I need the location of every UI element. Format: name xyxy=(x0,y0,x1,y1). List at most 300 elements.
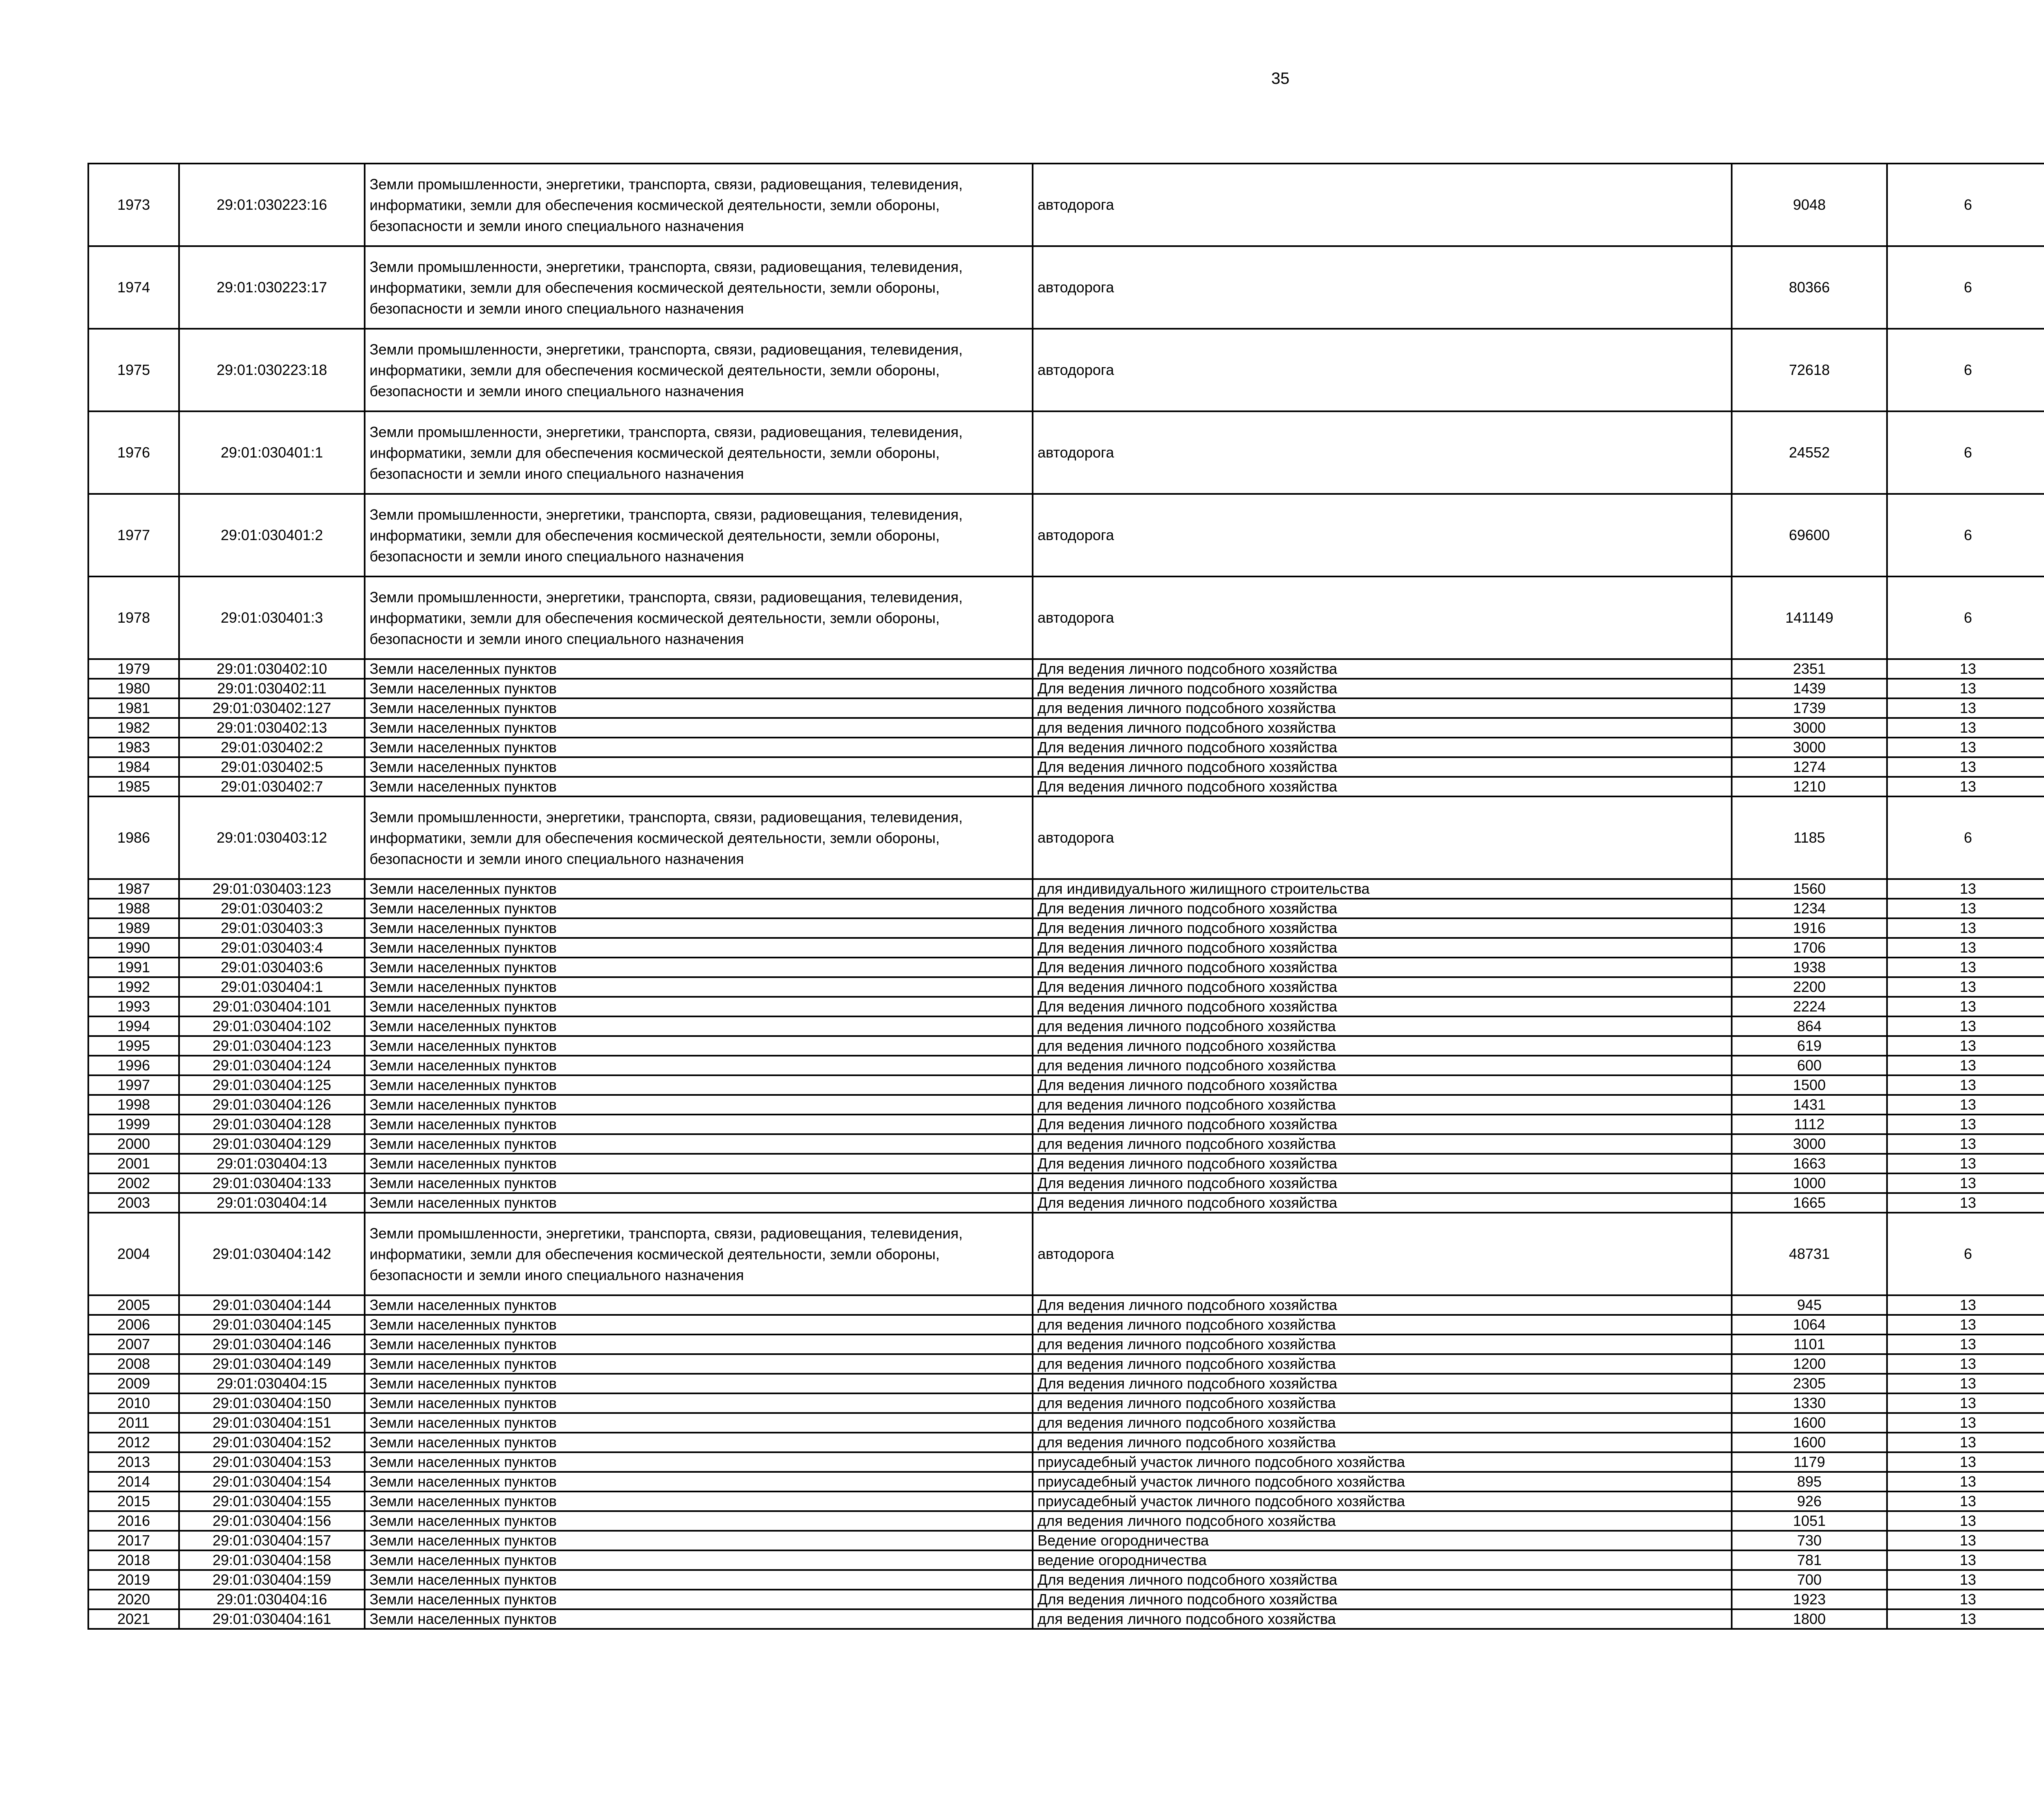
land-category-cell: Земли промышленности, энергетики, транспорта, связи, радиовещания, телевидения, информатики, земли для обеспечения космической деятельности, земли обороны, безопасности и земли иного специального назначения xyxy=(365,1213,1033,1295)
table-row xyxy=(88,1213,2044,1295)
row-number-cell: 1991 xyxy=(88,958,179,977)
permitted-use-cell: для ведения личного подсобного хозяйства xyxy=(1033,1095,1732,1115)
group-cell: 6 xyxy=(1887,796,2044,879)
cadastral-number-cell: 29:01:030404:161 xyxy=(179,1609,365,1629)
group-cell: 13 xyxy=(1887,757,2044,777)
group-cell: 13 xyxy=(1887,1511,2044,1531)
row-number-cell: 1996 xyxy=(88,1056,179,1075)
permitted-use-cell: для ведения личного подсобного хозяйства xyxy=(1033,1354,1732,1374)
cadastral-number-cell: 29:01:030404:159 xyxy=(179,1570,365,1590)
permitted-use-cell: автодорога xyxy=(1033,796,1732,879)
cadastral-number-cell: 29:01:030404:142 xyxy=(179,1213,365,1295)
area-cell: 2351 xyxy=(1732,659,1887,679)
cadastral-number-cell: 29:01:030401:1 xyxy=(179,411,365,494)
table-row xyxy=(88,1134,2044,1154)
table-row xyxy=(88,1492,2044,1511)
cadastral-number-cell: 29:01:030404:123 xyxy=(179,1036,365,1056)
land-category-cell: Земли населенных пунктов xyxy=(365,757,1033,777)
row-number-cell: 2012 xyxy=(88,1433,179,1452)
group-cell: 13 xyxy=(1887,1393,2044,1413)
table-row xyxy=(88,1335,2044,1354)
land-category-cell: Земли населенных пунктов xyxy=(365,1452,1033,1472)
cadastral-number-cell: 29:01:030404:149 xyxy=(179,1354,365,1374)
permitted-use-cell: для ведения личного подсобного хозяйства xyxy=(1033,1056,1732,1075)
table-row xyxy=(88,718,2044,738)
row-number-cell: 2020 xyxy=(88,1590,179,1609)
permitted-use-cell: для ведения личного подсобного хозяйства xyxy=(1033,1335,1732,1354)
row-number-cell: 1982 xyxy=(88,718,179,738)
row-number-cell: 2005 xyxy=(88,1295,179,1315)
group-cell: 13 xyxy=(1887,1354,2044,1374)
area-cell: 1916 xyxy=(1732,918,1887,938)
group-cell: 6 xyxy=(1887,246,2044,329)
permitted-use-cell: Для ведения личного подсобного хозяйства xyxy=(1033,938,1732,958)
permitted-use-cell: для ведения личного подсобного хозяйства xyxy=(1033,1433,1732,1452)
table-row xyxy=(88,494,2044,576)
land-category-cell: Земли промышленности, энергетики, транспорта, связи, радиовещания, телевидения, информатики, земли для обеспечения космической деятельности, земли обороны, безопасности и земли иного специального назначения xyxy=(365,494,1033,576)
row-number-cell: 2001 xyxy=(88,1154,179,1173)
row-number-cell: 2017 xyxy=(88,1531,179,1550)
area-cell: 1706 xyxy=(1732,938,1887,958)
cadastral-number-cell: 29:01:030404:14 xyxy=(179,1193,365,1213)
cadastral-number-cell: 29:01:030223:16 xyxy=(179,164,365,246)
permitted-use-cell: ведение огородничества xyxy=(1033,1550,1732,1570)
permitted-use-cell: для ведения личного подсобного хозяйства xyxy=(1033,1016,1732,1036)
permitted-use-cell: Для ведения личного подсобного хозяйства xyxy=(1033,1295,1732,1315)
area-cell: 1739 xyxy=(1732,698,1887,718)
permitted-use-cell: приусадебный участок личного подсобного хозяйства xyxy=(1033,1492,1732,1511)
row-number-cell: 1974 xyxy=(88,246,179,329)
permitted-use-cell: для ведения личного подсобного хозяйства xyxy=(1033,718,1732,738)
area-cell: 1200 xyxy=(1732,1354,1887,1374)
cadastral-number-cell: 29:01:030404:125 xyxy=(179,1075,365,1095)
table-row xyxy=(88,411,2044,494)
permitted-use-cell: автодорога xyxy=(1033,494,1732,576)
area-cell: 1274 xyxy=(1732,757,1887,777)
table-row xyxy=(88,1056,2044,1075)
land-category-cell: Земли населенных пунктов xyxy=(365,1550,1033,1570)
land-category-cell: Земли населенных пунктов xyxy=(365,1531,1033,1550)
group-cell: 13 xyxy=(1887,1173,2044,1193)
permitted-use-cell: автодорога xyxy=(1033,1213,1732,1295)
area-cell: 1179 xyxy=(1732,1452,1887,1472)
land-category-cell: Земли населенных пунктов xyxy=(365,997,1033,1016)
cadastral-number-cell: 29:01:030402:11 xyxy=(179,679,365,698)
group-cell: 13 xyxy=(1887,1452,2044,1472)
cadastral-number-cell: 29:01:030403:3 xyxy=(179,918,365,938)
permitted-use-cell: Для ведения личного подсобного хозяйства xyxy=(1033,1570,1732,1590)
group-cell: 13 xyxy=(1887,879,2044,899)
permitted-use-cell: автодорога xyxy=(1033,246,1732,329)
area-cell: 1051 xyxy=(1732,1511,1887,1531)
permitted-use-cell: Для ведения личного подсобного хозяйства xyxy=(1033,918,1732,938)
area-cell: 1439 xyxy=(1732,679,1887,698)
cadastral-number-cell: 29:01:030404:102 xyxy=(179,1016,365,1036)
area-cell: 1800 xyxy=(1732,1609,1887,1629)
land-category-cell: Земли населенных пунктов xyxy=(365,1056,1033,1075)
group-cell: 13 xyxy=(1887,1295,2044,1315)
group-cell: 13 xyxy=(1887,1315,2044,1335)
row-number-cell: 1999 xyxy=(88,1115,179,1134)
row-number-cell: 1985 xyxy=(88,777,179,796)
table-row xyxy=(88,576,2044,659)
cadastral-number-cell: 29:01:030404:146 xyxy=(179,1335,365,1354)
area-cell: 1330 xyxy=(1732,1393,1887,1413)
group-cell: 13 xyxy=(1887,1115,2044,1134)
cadastral-number-cell: 29:01:030223:18 xyxy=(179,329,365,411)
table-row xyxy=(88,777,2044,796)
row-number-cell: 2018 xyxy=(88,1550,179,1570)
row-number-cell: 2002 xyxy=(88,1173,179,1193)
table-row xyxy=(88,1413,2044,1433)
table-row xyxy=(88,1036,2044,1056)
area-cell: 2200 xyxy=(1732,977,1887,997)
cadastral-number-cell: 29:01:030402:127 xyxy=(179,698,365,718)
permitted-use-cell: приусадебный участок личного подсобного хозяйства xyxy=(1033,1452,1732,1472)
row-number-cell: 1980 xyxy=(88,679,179,698)
permitted-use-cell: Для ведения личного подсобного хозяйства xyxy=(1033,1193,1732,1213)
land-category-cell: Земли населенных пунктов xyxy=(365,1511,1033,1531)
table-row xyxy=(88,1452,2044,1472)
land-category-cell: Земли населенных пунктов xyxy=(365,1295,1033,1315)
land-category-cell: Земли населенных пунктов xyxy=(365,738,1033,757)
table-row xyxy=(88,1173,2044,1193)
group-cell: 13 xyxy=(1887,1134,2044,1154)
permitted-use-cell: Для ведения личного подсобного хозяйства xyxy=(1033,958,1732,977)
group-cell: 6 xyxy=(1887,494,2044,576)
cadastral-number-cell: 29:01:030404:126 xyxy=(179,1095,365,1115)
area-cell: 3000 xyxy=(1732,718,1887,738)
group-cell: 13 xyxy=(1887,1531,2044,1550)
area-cell: 1431 xyxy=(1732,1095,1887,1115)
cadastral-number-cell: 29:01:030404:1 xyxy=(179,977,365,997)
land-category-cell: Земли населенных пунктов xyxy=(365,659,1033,679)
permitted-use-cell: Для ведения личного подсобного хозяйства xyxy=(1033,1173,1732,1193)
area-cell: 926 xyxy=(1732,1492,1887,1511)
row-number-cell: 2007 xyxy=(88,1335,179,1354)
cadastral-number-cell: 29:01:030403:6 xyxy=(179,958,365,977)
land-category-cell: Земли населенных пунктов xyxy=(365,777,1033,796)
area-cell: 1064 xyxy=(1732,1315,1887,1335)
area-cell: 3000 xyxy=(1732,1134,1887,1154)
land-category-cell: Земли промышленности, энергетики, транспорта, связи, радиовещания, телевидения, информатики, земли для обеспечения космической деятельности, земли обороны, безопасности и земли иного специального назначения xyxy=(365,329,1033,411)
table-row xyxy=(88,1115,2044,1134)
cadastral-number-cell: 29:01:030404:16 xyxy=(179,1590,365,1609)
land-category-cell: Земли населенных пунктов xyxy=(365,718,1033,738)
row-number-cell: 1987 xyxy=(88,879,179,899)
cadastral-number-cell: 29:01:030402:7 xyxy=(179,777,365,796)
land-category-cell: Земли населенных пунктов xyxy=(365,1393,1033,1413)
group-cell: 13 xyxy=(1887,1590,2044,1609)
land-category-cell: Земли населенных пунктов xyxy=(365,1374,1033,1393)
table-row xyxy=(88,679,2044,698)
permitted-use-cell: Для ведения личного подсобного хозяйства xyxy=(1033,1154,1732,1173)
group-cell: 13 xyxy=(1887,1433,2044,1452)
row-number-cell: 1977 xyxy=(88,494,179,576)
land-category-cell: Земли промышленности, энергетики, транспорта, связи, радиовещания, телевидения, информатики, земли для обеспечения космической деятельности, земли обороны, безопасности и земли иного специального назначения xyxy=(365,246,1033,329)
land-category-cell: Земли населенных пунктов xyxy=(365,1590,1033,1609)
permitted-use-cell: автодорога xyxy=(1033,329,1732,411)
row-number-cell: 1984 xyxy=(88,757,179,777)
group-cell: 13 xyxy=(1887,1570,2044,1590)
permitted-use-cell: Ведение огородничества xyxy=(1033,1531,1732,1550)
area-cell: 1923 xyxy=(1732,1590,1887,1609)
land-category-cell: Земли населенных пунктов xyxy=(365,1095,1033,1115)
area-cell: 48731 xyxy=(1732,1213,1887,1295)
area-cell: 1663 xyxy=(1732,1154,1887,1173)
group-cell: 13 xyxy=(1887,738,2044,757)
row-number-cell: 1981 xyxy=(88,698,179,718)
area-cell: 80366 xyxy=(1732,246,1887,329)
table-row xyxy=(88,329,2044,411)
area-cell: 700 xyxy=(1732,1570,1887,1590)
table-row xyxy=(88,1570,2044,1590)
row-number-cell: 2019 xyxy=(88,1570,179,1590)
table-row xyxy=(88,738,2044,757)
area-cell: 2224 xyxy=(1732,997,1887,1016)
permitted-use-cell: для ведения личного подсобного хозяйства xyxy=(1033,698,1732,718)
permitted-use-cell: Для ведения личного подсобного хозяйства xyxy=(1033,997,1732,1016)
table-row xyxy=(88,757,2044,777)
row-number-cell: 2000 xyxy=(88,1134,179,1154)
table-row xyxy=(88,1433,2044,1452)
cadastral-number-cell: 29:01:030404:154 xyxy=(179,1472,365,1492)
area-cell: 1560 xyxy=(1732,879,1887,899)
land-category-cell: Земли населенных пунктов xyxy=(365,1492,1033,1511)
permitted-use-cell: Для ведения личного подсобного хозяйства xyxy=(1033,1075,1732,1095)
table-row xyxy=(88,1531,2044,1550)
permitted-use-cell: Для ведения личного подсобного хозяйства xyxy=(1033,757,1732,777)
land-category-cell: Земли населенных пунктов xyxy=(365,1173,1033,1193)
area-cell: 24552 xyxy=(1732,411,1887,494)
area-cell: 1665 xyxy=(1732,1193,1887,1213)
group-cell: 6 xyxy=(1887,1213,2044,1295)
permitted-use-cell: для индивидуального жилищного строительства xyxy=(1033,879,1732,899)
row-number-cell: 1997 xyxy=(88,1075,179,1095)
row-number-cell: 2011 xyxy=(88,1413,179,1433)
permitted-use-cell: автодорога xyxy=(1033,411,1732,494)
permitted-use-cell: для ведения личного подсобного хозяйства xyxy=(1033,1134,1732,1154)
land-category-cell: Земли населенных пунктов xyxy=(365,698,1033,718)
cadastral-number-cell: 29:01:030404:153 xyxy=(179,1452,365,1472)
row-number-cell: 2004 xyxy=(88,1213,179,1295)
row-number-cell: 1995 xyxy=(88,1036,179,1056)
cadastral-number-cell: 29:01:030403:2 xyxy=(179,899,365,918)
cadastral-number-cell: 29:01:030404:15 xyxy=(179,1374,365,1393)
table-row xyxy=(88,796,2044,879)
area-cell: 1112 xyxy=(1732,1115,1887,1134)
cadastral-number-cell: 29:01:030223:17 xyxy=(179,246,365,329)
cadastral-number-cell: 29:01:030402:13 xyxy=(179,718,365,738)
permitted-use-cell: Для ведения личного подсобного хозяйства xyxy=(1033,659,1732,679)
row-number-cell: 2009 xyxy=(88,1374,179,1393)
group-cell: 6 xyxy=(1887,329,2044,411)
cadastral-number-cell: 29:01:030404:124 xyxy=(179,1056,365,1075)
land-category-cell: Земли промышленности, энергетики, транспорта, связи, радиовещания, телевидения, информатики, земли для обеспечения космической деятельности, земли обороны, безопасности и земли иного специального назначения xyxy=(365,164,1033,246)
group-cell: 13 xyxy=(1887,1016,2044,1036)
area-cell: 1185 xyxy=(1732,796,1887,879)
group-cell: 13 xyxy=(1887,1472,2044,1492)
table-row xyxy=(88,1016,2044,1036)
group-cell: 13 xyxy=(1887,1036,2044,1056)
row-number-cell: 1998 xyxy=(88,1095,179,1115)
table-row xyxy=(88,1193,2044,1213)
row-number-cell: 1989 xyxy=(88,918,179,938)
group-cell: 13 xyxy=(1887,777,2044,796)
permitted-use-cell: Для ведения личного подсобного хозяйства xyxy=(1033,899,1732,918)
table-row xyxy=(88,1609,2044,1629)
cadastral-number-cell: 29:01:030404:155 xyxy=(179,1492,365,1511)
row-number-cell: 1992 xyxy=(88,977,179,997)
area-cell: 69600 xyxy=(1732,494,1887,576)
cadastral-number-cell: 29:01:030403:123 xyxy=(179,879,365,899)
group-cell: 13 xyxy=(1887,679,2044,698)
group-cell: 13 xyxy=(1887,958,2044,977)
land-category-cell: Земли населенных пунктов xyxy=(365,1134,1033,1154)
group-cell: 6 xyxy=(1887,164,2044,246)
cadastral-number-cell: 29:01:030403:4 xyxy=(179,938,365,958)
group-cell: 13 xyxy=(1887,1335,2044,1354)
group-cell: 13 xyxy=(1887,997,2044,1016)
row-number-cell: 1986 xyxy=(88,796,179,879)
area-cell: 1938 xyxy=(1732,958,1887,977)
permitted-use-cell: для ведения личного подсобного хозяйства xyxy=(1033,1609,1732,1629)
row-number-cell: 1978 xyxy=(88,576,179,659)
row-number-cell: 1983 xyxy=(88,738,179,757)
permitted-use-cell: приусадебный участок личного подсобного хозяйства xyxy=(1033,1472,1732,1492)
table-row xyxy=(88,246,2044,329)
permitted-use-cell: для ведения личного подсобного хозяйства xyxy=(1033,1413,1732,1433)
area-cell: 945 xyxy=(1732,1295,1887,1315)
table-row xyxy=(88,958,2044,977)
land-category-cell: Земли населенных пунктов xyxy=(365,1433,1033,1452)
cadastral-number-cell: 29:01:030404:101 xyxy=(179,997,365,1016)
cadastral-number-cell: 29:01:030404:129 xyxy=(179,1134,365,1154)
land-category-cell: Земли населенных пунктов xyxy=(365,1115,1033,1134)
group-cell: 6 xyxy=(1887,411,2044,494)
table-row xyxy=(88,1550,2044,1570)
permitted-use-cell: автодорога xyxy=(1033,576,1732,659)
table-row xyxy=(88,1095,2044,1115)
area-cell: 1600 xyxy=(1732,1433,1887,1452)
group-cell: 13 xyxy=(1887,659,2044,679)
land-category-cell: Земли населенных пунктов xyxy=(365,977,1033,997)
cadastral-number-cell: 29:01:030404:145 xyxy=(179,1315,365,1335)
table-row xyxy=(88,997,2044,1016)
land-category-cell: Земли населенных пунктов xyxy=(365,1016,1033,1036)
land-category-cell: Земли населенных пунктов xyxy=(365,1609,1033,1629)
row-number-cell: 1976 xyxy=(88,411,179,494)
table-row xyxy=(88,1374,2044,1393)
area-cell: 141149 xyxy=(1732,576,1887,659)
group-cell: 13 xyxy=(1887,1154,2044,1173)
row-number-cell: 1973 xyxy=(88,164,179,246)
area-cell: 1000 xyxy=(1732,1173,1887,1193)
area-cell: 72618 xyxy=(1732,329,1887,411)
table-row xyxy=(88,938,2044,958)
table-row xyxy=(88,1393,2044,1413)
row-number-cell: 2021 xyxy=(88,1609,179,1629)
group-cell: 13 xyxy=(1887,1075,2044,1095)
group-cell: 13 xyxy=(1887,1056,2044,1075)
table-row xyxy=(88,1354,2044,1374)
permitted-use-cell: Для ведения личного подсобного хозяйства xyxy=(1033,679,1732,698)
permitted-use-cell: Для ведения личного подсобного хозяйства xyxy=(1033,1115,1732,1134)
land-category-cell: Земли промышленности, энергетики, транспорта, связи, радиовещания, телевидения, информатики, земли для обеспечения космической деятельности, земли обороны, безопасности и земли иного специального назначения xyxy=(365,411,1033,494)
land-category-cell: Земли населенных пунктов xyxy=(365,958,1033,977)
group-cell: 13 xyxy=(1887,1609,2044,1629)
row-number-cell: 1988 xyxy=(88,899,179,918)
group-cell: 13 xyxy=(1887,918,2044,938)
table-row xyxy=(88,918,2044,938)
group-cell: 13 xyxy=(1887,718,2044,738)
cadastral-number-cell: 29:01:030404:150 xyxy=(179,1393,365,1413)
area-cell: 864 xyxy=(1732,1016,1887,1036)
area-cell: 781 xyxy=(1732,1550,1887,1570)
area-cell: 1101 xyxy=(1732,1335,1887,1354)
row-number-cell: 1979 xyxy=(88,659,179,679)
land-category-cell: Земли населенных пунктов xyxy=(365,938,1033,958)
cadastral-number-cell: 29:01:030404:128 xyxy=(179,1115,365,1134)
area-cell: 3000 xyxy=(1732,738,1887,757)
cadastral-number-cell: 29:01:030401:2 xyxy=(179,494,365,576)
permitted-use-cell: для ведения личного подсобного хозяйства xyxy=(1033,1036,1732,1056)
group-cell: 13 xyxy=(1887,1095,2044,1115)
group-cell: 13 xyxy=(1887,938,2044,958)
cadastral-number-cell: 29:01:030404:144 xyxy=(179,1295,365,1315)
land-category-cell: Земли населенных пунктов xyxy=(365,899,1033,918)
area-cell: 600 xyxy=(1732,1056,1887,1075)
cadastral-number-cell: 29:01:030404:151 xyxy=(179,1413,365,1433)
permitted-use-cell: для ведения личного подсобного хозяйства xyxy=(1033,1393,1732,1413)
row-number-cell: 1993 xyxy=(88,997,179,1016)
group-cell: 13 xyxy=(1887,1492,2044,1511)
table-row xyxy=(88,698,2044,718)
land-category-cell: Земли населенных пунктов xyxy=(365,1413,1033,1433)
cadastral-number-cell: 29:01:030402:5 xyxy=(179,757,365,777)
group-cell: 13 xyxy=(1887,1413,2044,1433)
land-category-cell: Земли населенных пунктов xyxy=(365,879,1033,899)
table-row xyxy=(88,1315,2044,1335)
group-cell: 13 xyxy=(1887,977,2044,997)
land-category-cell: Земли населенных пунктов xyxy=(365,1075,1033,1095)
land-category-cell: Земли промышленности, энергетики, транспорта, связи, радиовещания, телевидения, информатики, земли для обеспечения космической деятельности, земли обороны, безопасности и земли иного специального назначения xyxy=(365,796,1033,879)
cadastral-number-cell: 29:01:030404:13 xyxy=(179,1154,365,1173)
area-cell: 9048 xyxy=(1732,164,1887,246)
row-number-cell: 2003 xyxy=(88,1193,179,1213)
cadastral-number-cell: 29:01:030402:2 xyxy=(179,738,365,757)
table-row xyxy=(88,977,2044,997)
area-cell: 1210 xyxy=(1732,777,1887,796)
land-category-cell: Земли населенных пунктов xyxy=(365,1154,1033,1173)
group-cell: 13 xyxy=(1887,1193,2044,1213)
table-row xyxy=(88,1154,2044,1173)
row-number-cell: 2010 xyxy=(88,1393,179,1413)
cadastral-number-cell: 29:01:030401:3 xyxy=(179,576,365,659)
land-category-cell: Земли населенных пунктов xyxy=(365,1354,1033,1374)
land-parcel-table xyxy=(87,163,2044,1630)
row-number-cell: 1975 xyxy=(88,329,179,411)
land-category-cell: Земли населенных пунктов xyxy=(365,1193,1033,1213)
row-number-cell: 2016 xyxy=(88,1511,179,1531)
group-cell: 6 xyxy=(1887,576,2044,659)
area-cell: 2305 xyxy=(1732,1374,1887,1393)
permitted-use-cell: для ведения личного подсобного хозяйства xyxy=(1033,1315,1732,1335)
table-row xyxy=(88,1511,2044,1531)
table-row xyxy=(88,1295,2044,1315)
table-row xyxy=(88,164,2044,246)
row-number-cell: 1990 xyxy=(88,938,179,958)
